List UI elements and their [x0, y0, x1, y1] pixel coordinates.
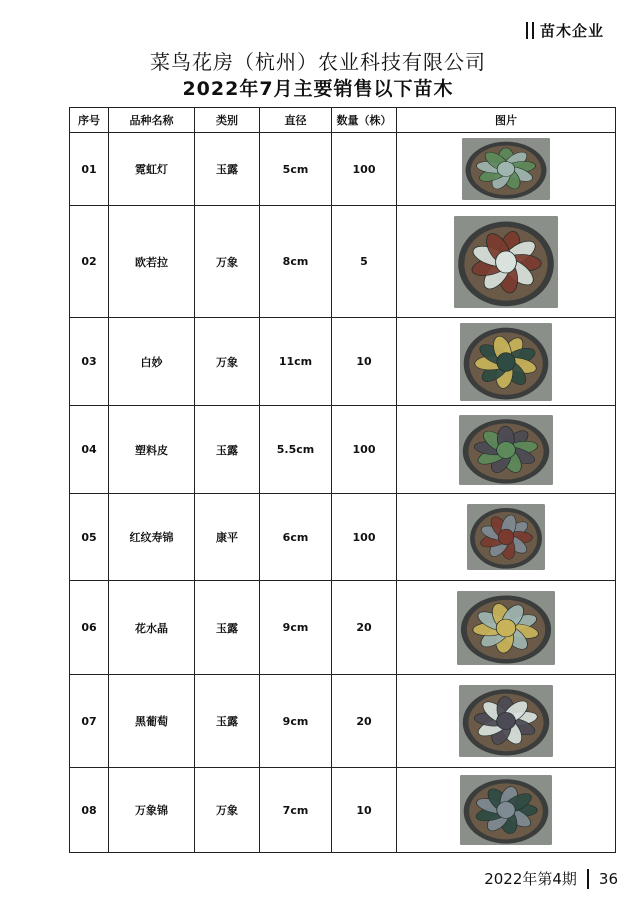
catalog-subtitle: 2022年7月主要销售以下苗木: [182, 78, 454, 100]
table-row: [70, 581, 616, 675]
table-row: [70, 675, 616, 768]
page-footer: [484, 868, 618, 889]
section-tag: [526, 20, 604, 41]
quantity: 5: [332, 206, 397, 318]
catalog-table: [69, 107, 616, 853]
quantity: 10: [332, 768, 397, 853]
diameter: 5cm: [260, 133, 332, 206]
succulent-photo: [462, 138, 550, 200]
succulent-photo: [467, 504, 545, 570]
row-number: 01: [70, 133, 109, 206]
photo-cell: [397, 675, 616, 768]
photo-cell: [397, 768, 616, 853]
diameter: 6cm: [260, 494, 332, 581]
diameter: 7cm: [260, 768, 332, 853]
section-bars-icon: [526, 22, 534, 39]
table-row: [70, 206, 616, 318]
table-header-row: [70, 108, 616, 133]
succulent-photo: [454, 216, 558, 308]
table-row: [70, 494, 616, 581]
variety-name: 黑葡萄: [109, 675, 195, 768]
variety-name: 红纹寿锦: [109, 494, 195, 581]
col-header-no: 序号: [70, 108, 109, 133]
footer-divider: [587, 869, 589, 889]
diameter: 11cm: [260, 318, 332, 406]
page-number: 36: [598, 869, 618, 888]
category: 万象: [195, 206, 260, 318]
succulent-photo: [460, 323, 552, 401]
photo-cell: [397, 206, 616, 318]
succulent-photo: [457, 591, 555, 665]
col-header-qty: 数量（株）: [332, 108, 397, 133]
quantity: 100: [332, 133, 397, 206]
photo-cell: [397, 406, 616, 494]
variety-name: 欧若拉: [109, 206, 195, 318]
table-row: [70, 406, 616, 494]
quantity: 10: [332, 318, 397, 406]
row-number: 08: [70, 768, 109, 853]
col-header-name: 品种名称: [109, 108, 195, 133]
photo-cell: [397, 133, 616, 206]
table-row: [70, 318, 616, 406]
diameter: 9cm: [260, 581, 332, 675]
variety-name: 塑料皮: [109, 406, 195, 494]
quantity: 100: [332, 406, 397, 494]
succulent-photo: [459, 415, 553, 485]
category: 万象: [195, 768, 260, 853]
category: 玉露: [195, 406, 260, 494]
row-number: 04: [70, 406, 109, 494]
row-number: 07: [70, 675, 109, 768]
quantity: 20: [332, 675, 397, 768]
diameter: 9cm: [260, 675, 332, 768]
category: 万象: [195, 318, 260, 406]
row-number: 02: [70, 206, 109, 318]
row-number: 06: [70, 581, 109, 675]
category: 玉露: [195, 675, 260, 768]
quantity: 100: [332, 494, 397, 581]
col-header-photo: 图片: [397, 108, 616, 133]
col-header-diameter: 直径: [260, 108, 332, 133]
variety-name: 白妙: [109, 318, 195, 406]
section-tag-label: 苗木企业: [539, 22, 604, 40]
photo-cell: [397, 494, 616, 581]
table-row: [70, 133, 616, 206]
category: 康平: [195, 494, 260, 581]
succulent-photo: [459, 685, 553, 757]
issue-label: 2022年第4期: [484, 870, 577, 888]
variety-name: 霓虹灯: [109, 133, 195, 206]
photo-cell: [397, 318, 616, 406]
quantity: 20: [332, 581, 397, 675]
diameter: 8cm: [260, 206, 332, 318]
variety-name: 花水晶: [109, 581, 195, 675]
variety-name: 万象锦: [109, 768, 195, 853]
category: 玉露: [195, 581, 260, 675]
row-number: 03: [70, 318, 109, 406]
diameter: 5.5cm: [260, 406, 332, 494]
table-row: [70, 768, 616, 853]
col-header-category: 类别: [195, 108, 260, 133]
succulent-photo: [460, 775, 552, 845]
company-title: 菜鸟花房（杭州）农业科技有限公司: [150, 50, 486, 74]
row-number: 05: [70, 494, 109, 581]
category: 玉露: [195, 133, 260, 206]
photo-cell: [397, 581, 616, 675]
